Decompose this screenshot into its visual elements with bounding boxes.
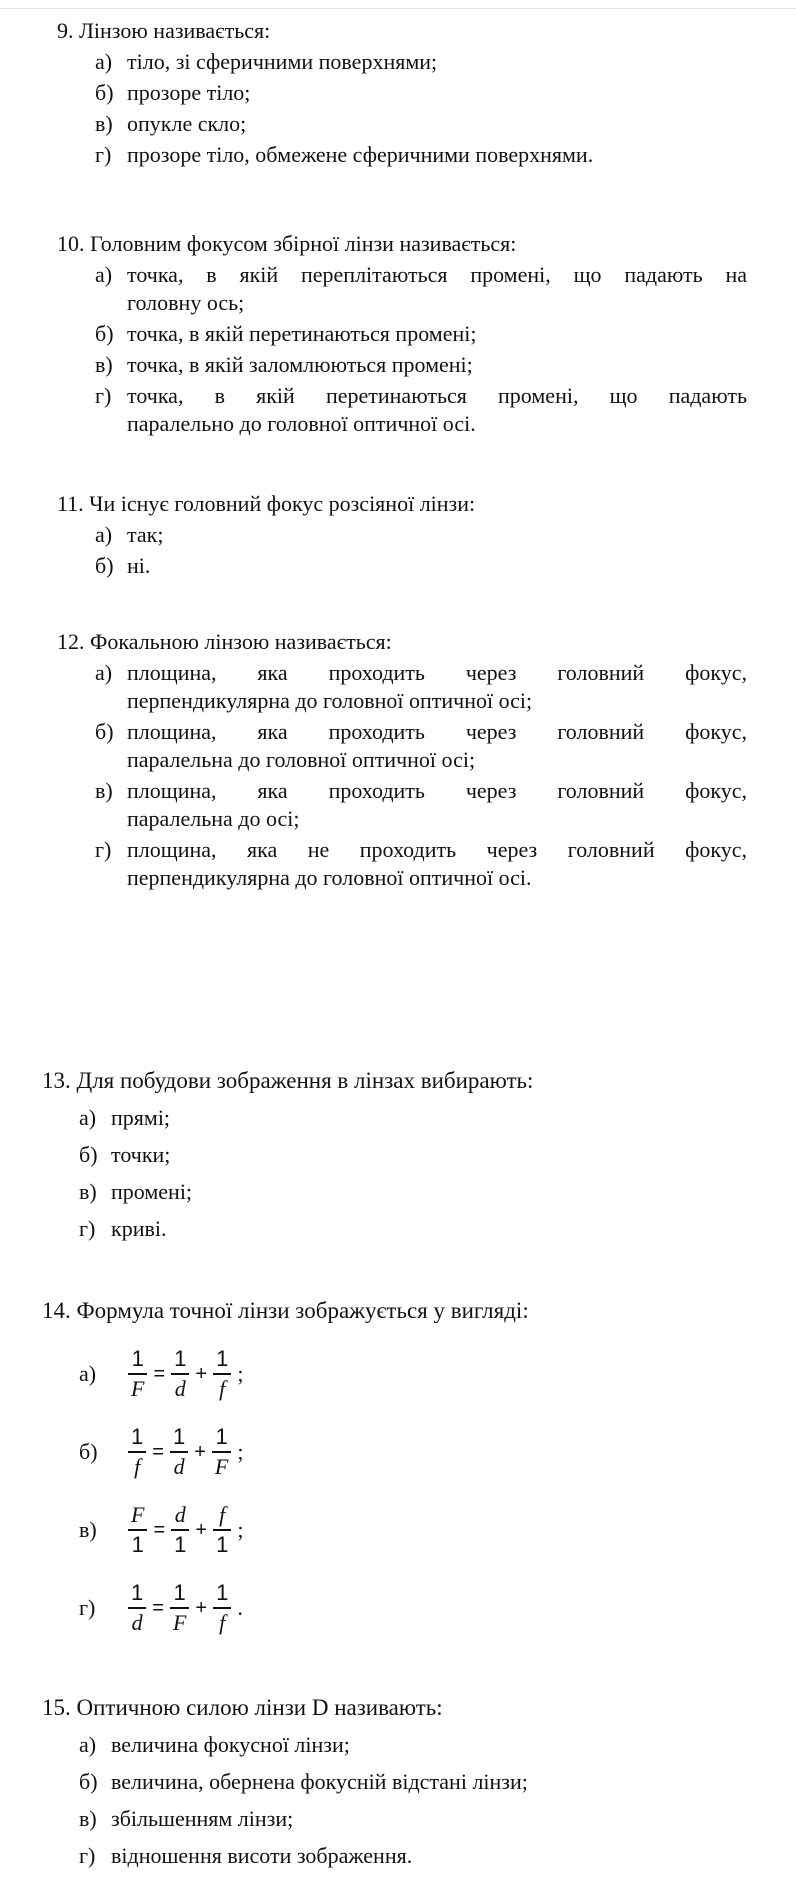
option-letter: г) [79,1595,96,1620]
option-a [95,659,747,715]
option-text-line-2: перпендикулярна до головної оптичної осі. [127,865,532,890]
option-text: величина фокусної лінзи; [111,1732,350,1757]
option-b [95,79,747,107]
option-v [95,777,747,833]
option-text-line-1: точка, в якій переплітаються промені, що падають на [127,262,747,287]
option-letter: в) [79,1179,97,1204]
option-text: промені; [111,1179,193,1204]
option-letter: г) [95,383,112,408]
option-letter: в) [95,778,113,803]
option-v [95,351,747,379]
option-text: прозоре тіло, обмежене сферичними поверхнями. [127,142,594,167]
question-10 [57,230,747,438]
option-letter: б) [95,553,114,578]
option-text: опукле скло; [127,111,247,136]
option-a [79,1731,747,1759]
fraction-3: $\frac{f}{1}$ [213,1501,231,1559]
question-14 [42,1297,747,1647]
question-13 [42,1067,747,1243]
option-text: ні. [127,553,151,578]
option-letter: б) [79,1439,98,1464]
option-text-line-2: паралельно до головної оптичної осі. [127,411,476,436]
option-v [95,110,747,138]
question-title: 14. Формула точної лінзи зображується у вигляді: [42,1298,529,1323]
option-text-line-1: площина, яка проходить через головний фокус, [127,719,747,744]
option-letter: а) [95,262,113,287]
option-g [79,1215,747,1243]
option-v [79,1805,747,1833]
option-text: збільшенням лінзи; [111,1806,294,1831]
option-letter: а) [95,660,113,685]
option-letter: а) [95,522,113,547]
option-b [79,1768,747,1796]
option-text-line-1: площина, яка не проходить через головний фокус, [127,837,747,862]
option-text: точка, в якій заломлюються промені; [127,352,473,377]
option-text: точки; [111,1142,171,1167]
option-v [79,1178,747,1206]
fraction-3: $\frac{1}{f}$ [213,1345,231,1403]
option-letter: в) [79,1806,97,1831]
option-letter: в) [79,1517,97,1542]
option-text-line-1: точка, в якій перетинаються промені, що падають [127,383,747,408]
top-divider [0,8,796,9]
formula-g: г) $\frac{1}{d}$ = $\frac{1}{F}$ + $\frac{1}{f}$ . [79,1580,243,1635]
fraction-3: $\frac{1}{f}$ [213,1579,231,1637]
option-letter: г) [79,1216,96,1241]
fraction-1: $\frac{1}{F}$ [128,1345,147,1403]
question-title: 12. Фокальною лінзою називається: [57,629,392,654]
fraction-1: $\frac{1}{d}$ [128,1579,146,1637]
option-b [95,552,747,580]
option-a [79,1104,747,1132]
question-title: 10. Головним фокусом збірної лінзи називається: [57,231,517,256]
option-g [95,836,747,892]
option-letter: а) [95,49,113,74]
option-text: відношення висоти зображення. [111,1843,413,1868]
option-letter: в) [95,111,113,136]
option-text-line-2: паралельна до осі; [127,806,300,831]
option-text-line-1: площина, яка проходить через головний фокус, [127,660,747,685]
question-title: 11. Чи існує головний фокус розсіяної лінзи: [57,491,476,516]
fraction-2: $\frac{1}{d}$ [170,1423,188,1481]
option-g [95,382,747,438]
fraction-2: $\frac{1}{d}$ [171,1345,189,1403]
option-text: так; [127,522,164,547]
option-a [95,261,747,317]
option-text-line-2: головну ось; [127,290,245,315]
option-g [79,1842,747,1870]
option-text: тіло, зі сферичними поверхнями; [127,49,438,74]
option-letter: а) [79,1732,97,1757]
question-title: 13. Для побудови зображення в лінзах вибирають: [42,1068,534,1093]
option-letter: г) [95,837,112,862]
option-letter: а) [79,1361,97,1386]
option-text: величина, обернена фокусній відстані лінзи; [111,1769,528,1794]
option-letter: б) [79,1769,98,1794]
option-b [95,320,747,348]
question-12 [57,628,747,892]
question-11 [57,490,747,580]
option-letter: б) [79,1142,98,1167]
option-text-line-2: паралельна до головної оптичної осі; [127,747,476,772]
fraction-2: $\frac{d}{1}$ [171,1501,189,1559]
option-text: криві. [111,1216,167,1241]
fraction-2: $\frac{1}{F}$ [170,1579,189,1637]
question-title: 15. Оптичною силою лінзи D називають: [42,1695,443,1720]
option-a [95,48,747,76]
option-text-line-1: площина, яка проходить через головний фокус, [127,778,747,803]
option-letter: г) [95,142,112,167]
option-text: прозоре тіло; [127,80,251,105]
option-text-line-2: перпендикулярна до головної оптичної осі; [127,688,533,713]
formula-a: а) $\frac{1}{F}$ = $\frac{1}{d}$ + $\frac{1}{f}$ ; [79,1346,244,1401]
question-15 [42,1694,747,1870]
question-9 [57,17,747,169]
option-text: прямі; [111,1105,171,1130]
option-text: точка, в якій перетинаються промені; [127,321,477,346]
option-letter: г) [79,1843,96,1868]
option-letter: б) [95,321,114,346]
option-letter: б) [95,719,114,744]
option-g [95,141,747,169]
option-b [95,718,747,774]
option-a [95,521,747,549]
option-letter: в) [95,352,113,377]
formula-b: б) $\frac{1}{f}$ = $\frac{1}{d}$ + $\frac{1}{F}$ ; [79,1424,244,1479]
option-letter: б) [95,80,114,105]
fraction-1: $\frac{1}{f}$ [128,1423,146,1481]
formula-v: в) $\frac{F}{1}$ = $\frac{d}{1}$ + $\frac{f}{1}$ ; [79,1502,244,1557]
option-b [79,1141,747,1169]
question-title: 9. Лінзою називається: [57,18,271,43]
fraction-3: $\frac{1}{F}$ [212,1423,231,1481]
option-letter: а) [79,1105,97,1130]
fraction-1: $\frac{F}{1}$ [128,1501,147,1559]
